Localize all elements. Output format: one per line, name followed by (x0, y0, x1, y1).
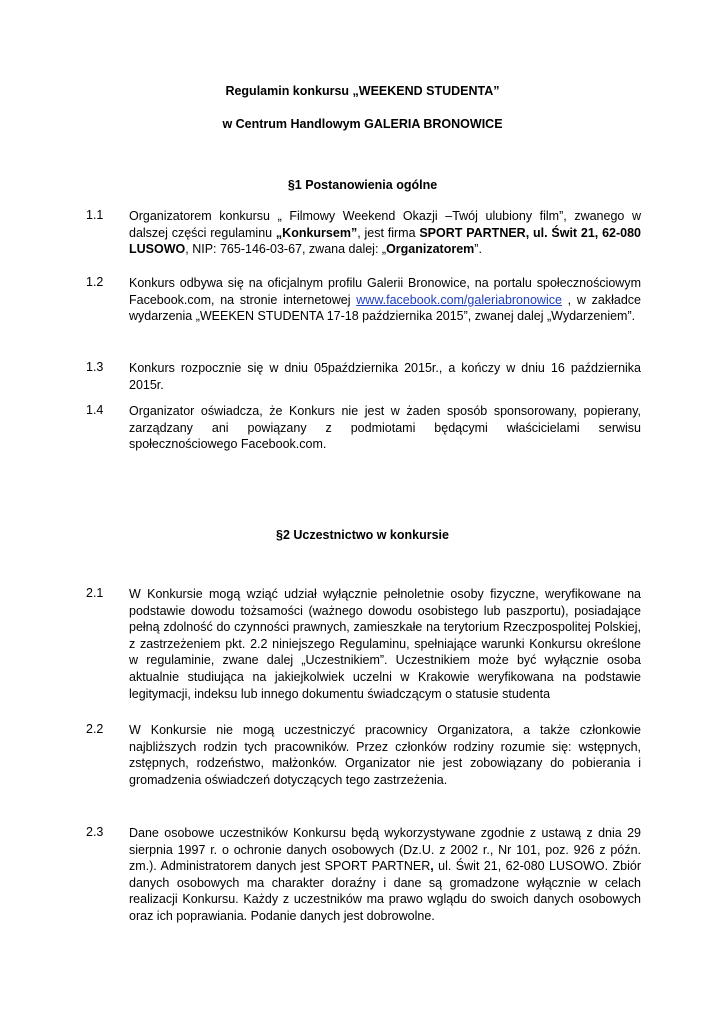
clause-text: Dane osobowe uczestników Konkursu będą wykorzystywane zgodnie z ustawą z dnia 29 sierpnia 1997 r. o ochronie danych osobowych (Dz.U. z 2002 r., Nr 101, poz. 926 z późn. zm.). Administratorem danych jest SPORT PARTNER, ul. Świt 21, 62-080 LUSOWO. Zbiór danych osobowych ma charakter doraźny i dane są gromadzone wyłącznie w celach realizacji Konkursu. Każdy z uczestników ma prawo wglądu do swoich danych osobowych oraz ich poprawiania. Podanie danych jest dobrowolne. (129, 826, 641, 923)
clause-text: W Konkursie mogą wziąć udział wyłącznie pełnoletnie osoby fizyczne, weryfikowane na podstawie dowodu tożsamości (ważnego dowodu osobistego lub paszportu), posiadające pełną zdolność do czynności prawnych, zamieszkałe na terytorium Rzeczpospolitej Polskiej, z zastrzeżeniem pkt. 2.2 niniejszego Regulaminu, spełniające warunki Konkursu określone w regulaminie, zwane dalej „Uczestnikiem”. Uczestnikiem może być wyłącznie osoba aktualnie studiująca na jakiejkolwiek uczelni w Krakowie weryfikowana na podstawie legitymacji, indeksu lub innego dokumentu świadczącym o statusie studenta (129, 587, 641, 701)
clause-number: 2.3 (86, 825, 104, 839)
clause-number: 1.3 (86, 360, 104, 374)
clause-number: 1.2 (86, 275, 104, 289)
facebook-link[interactable]: www.facebook.com/galeriabronowice (356, 292, 562, 307)
clause-text: Organizator oświadcza, że Konkurs nie jest w żaden sposób sponsorowany, popierany, zarządzany ani powiązany z podmiotami będącymi właścicielami serwisu społecznościowego Facebook.com. (129, 404, 641, 452)
clause-1-1 (86, 208, 641, 258)
clause-number: 2.1 (86, 586, 104, 600)
clause-number: 1.4 (86, 403, 104, 417)
clause-2-1 (86, 586, 641, 702)
clause-2-2 (86, 722, 641, 788)
document-title: Regulamin konkursu „WEEKEND STUDENTA” (225, 84, 500, 98)
clause-text: W Konkursie nie mogą uczestniczyć pracownicy Organizatora, a także członkowie najbliższych rodzin tych pracowników. Przez członków rodziny rozumie się: wstępnych, zstępnych, rodzeństwo, małżonków. Organizator nie jest zobowiązany do pobierania i gromadzenia oświadczeń dotyczących tego zastrzeżenia. (129, 723, 641, 787)
section-2-heading: §2 Uczestnictwo w konkursie (276, 528, 449, 542)
clause-1-2 (86, 275, 641, 325)
clause-2-3 (86, 825, 641, 925)
clause-text: Konkurs rozpocznie się w dniu 05października 2015r., a kończy w dniu 16 października 2015r. (129, 361, 641, 392)
clause-text: Konkurs odbywa się na oficjalnym profilu Galerii Bronowice, na portalu społecznościowym Facebook.com, na stronie internetowej www.facebook.com/galeriabronowice , w zakładce wydarzenia „WEEKEN STUDENTA 17-18 października 2015”, zwanej dalej „Wydarzeniem”. (129, 276, 642, 324)
clause-number: 1.1 (86, 208, 104, 222)
document-subtitle: w Centrum Handlowym GALERIA BRONOWICE (222, 117, 503, 131)
section-1-heading: §1 Postanowienia ogólne (287, 178, 438, 192)
clause-1-3 (86, 360, 641, 393)
clause-text: Organizatorem konkursu „ Filmowy Weekend Okazji –Twój ulubiony film”, zwanego w dalszej części regulaminu „Konkursem”, jest firma SPORT PARTNER, ul. Świt 21, 62-080 LUSOWO, NIP: 765-146-03-67, zwana dalej: „Organizatorem”. (129, 209, 641, 257)
clause-1-4 (86, 403, 641, 453)
clause-number: 2.2 (86, 722, 104, 736)
